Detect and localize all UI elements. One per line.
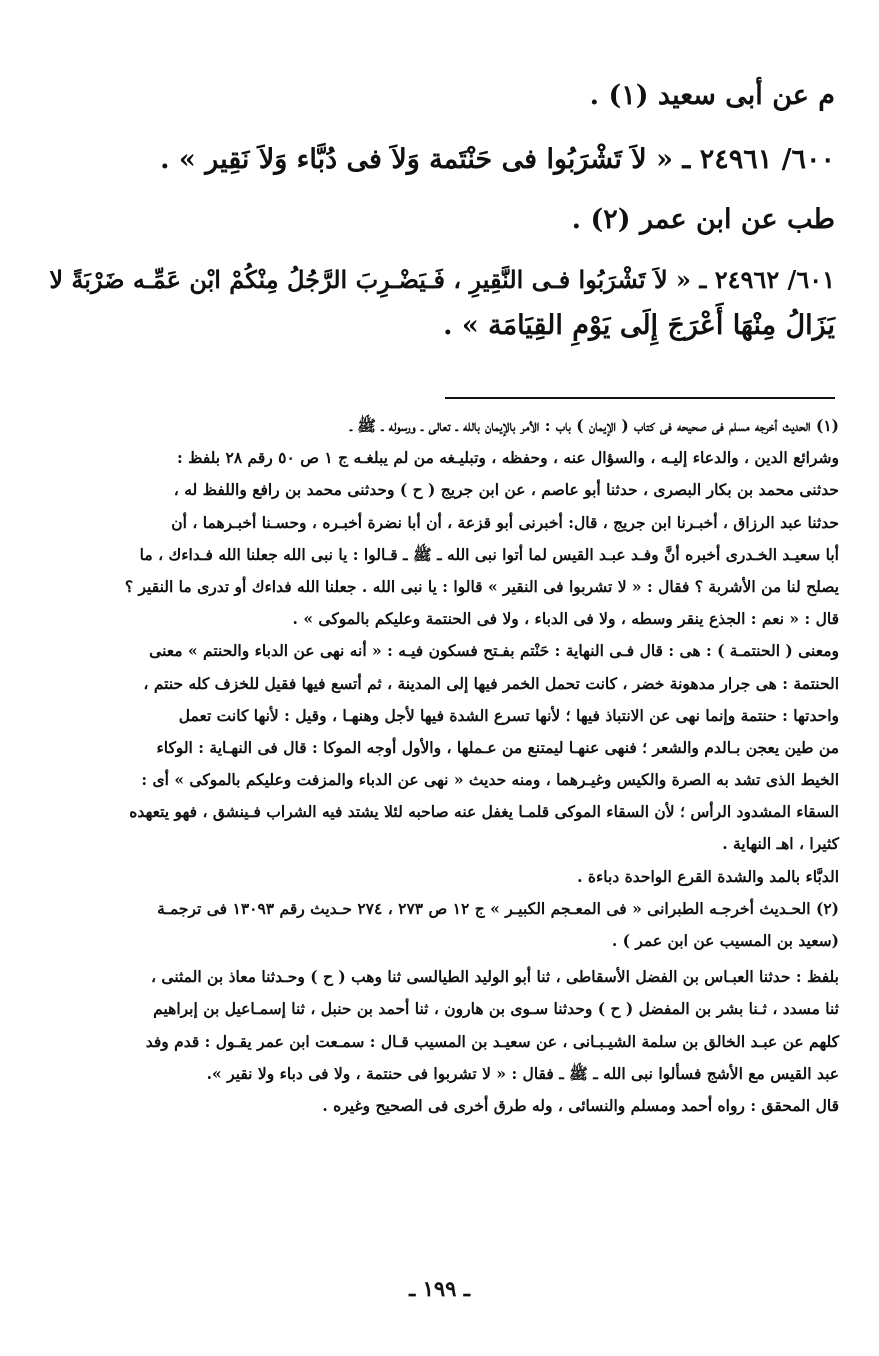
footnote-line: (سعيد بن المسيب عن ابن عمر ) . xyxy=(611,931,839,950)
footnote-line: يصلح لنا من الأشربة ؟ فقال : « لا تشربوا فى النقير » قالوا : يا نبى الله . جعلنا الله فداءك أو تدرى ما النقير ؟ xyxy=(124,576,839,596)
footnote-line: أبا سعيـد الخـدرى أخبره أنَّ وفـد عبـد القيس لما أتوا نبى الله ـ ﷺ ـ قـالوا : يا نبى الله جعلنا الله فـداءك ، ما xyxy=(139,544,839,564)
footnote-line: ثنا مسدد ، ثـنا بشر بن المفضل ( ح ) وحدثنا سـوى بن هارون ، ثنا أحمد بن حنبل ، ثنا إسمـاعيل بن إبراهيم xyxy=(153,999,839,1019)
hadith-600: ٦٠٠/ ٢٤٩٦١ ـ « لاَ تَشْرَبُوا فى حَنْتَمة وَلاَ فى دُبَّاء وَلاَ نَقِير » . xyxy=(160,144,835,175)
hadith-601-line-1: ٦٠١/ ٢٤٩٦٢ ـ « لاَ تَشْرَبُوا فـى النَّقِيرِ ، فَـيَضْـرِبَ الرَّجُلُ مِنْكُمْ ابْن عَمِّـه ضَرْبَةً لا xyxy=(49,265,835,294)
hadith-601-line-2: يَزَالُ مِنْهَا أَعْرَجَ إِلَى يَوْمِ القِيَامَة » . xyxy=(443,310,835,341)
footnote-line: واحدتها : حنتمة وإنما نهى عن الانتباذ فيها ؛ لأنها تسرع الشدة فيها لأجل وهنهـا ، وقيل : لأنها كانت تعمل xyxy=(178,705,839,725)
footnote-line: السقاء المشدود الرأس ؛ لأن السقاء الموكى قلمـا يغفل عنه صاحبه لئلا يشتد فيه الشراب فـينشق ، فهو يتعهده xyxy=(129,802,839,822)
footnote-line: حدثنى محمد بن بكار البصرى ، حدثنا أبو عاصم ، عن ابن جريج ( ح ) وحدثنى محمد بن رافع واللفظ له ، xyxy=(173,480,839,500)
footnote-line: (٢) الحـديث أخرجـه الطبرانى « فى المعـجم الكبيـر » ج ١٢ ص ٢٧٣ ، ٢٧٤ حـديث رقم ١٣٠٩٣ فى ترجمـة xyxy=(157,898,839,918)
footnotes xyxy=(39,410,839,1122)
page-number: ـ ١٩٩ ـ xyxy=(409,1276,470,1301)
footnote-line: قال المحقق : رواه أحمد ومسلم والنسائى ، وله طرق أخرى فى الصحيح وغيره . xyxy=(322,1095,839,1115)
footnote-line: كلهم عن عبـد الخالق بن سلمة الشيـبـانى ، عن سعيـد بن المسيب قـال : سمـعت ابن عمر يقـول : قدم وفد xyxy=(145,1031,839,1051)
footnote-line: من طين يعجن بـالدم والشعر ؛ فنهى عنهـا ليمتنع من عـملها ، والأول أوجه الموكا : قال فى النهـاية : الوكاء xyxy=(156,737,839,757)
footnote-line: قال : « نعم : الجذع ينقر وسطه ، ولا فى الدباء ، ولا فى الحنتمة وعليكم بالموكى » . xyxy=(292,609,839,629)
footnote-2 xyxy=(39,893,839,1122)
footnote-line: الخيط الذى تشد به الصرة والكيس وغيـرهما ، ومنه حديث « نهى عن الدباء والمزفت وعليكم بالموكى » أى : xyxy=(141,770,839,790)
hadith-main-text xyxy=(35,74,835,348)
footnote-line: كثيرا ، اهـ النهاية . xyxy=(722,834,839,854)
footnote-line: (١) الحديث أخرجه مسلم فى صحيحه فى كتاب ( الإيمان ) باب : الأمر بالإيمان بالله ـ تعالى ـ ورسوله ـ ﷺ ـ xyxy=(349,416,839,435)
source-line-ibn-umar: طب عن ابن عمر (٢) . xyxy=(571,204,835,235)
footnote-line: الدبَّاء بالمد والشدة القرع الواحدة دباءة . xyxy=(577,866,839,886)
footnote-line: الحنتمة : هى جرار مدهونة خضر ، كانت تحمل الخمر فيها إلى المدينة ، ثم أتسع فيها فقيل للخزف كله حنتم ، xyxy=(143,673,839,693)
source-line-abu-said: م عن أبى سعيد (١) . xyxy=(589,80,835,111)
footnote-line: بلفظ : حدثنا العبـاس بن الفضل الأسقاطى ، ثنا أبو الوليد الطيالسى ثنا وهب ( ح ) وحـدثنا معاذ بن المثنى ، xyxy=(151,967,839,987)
footnote-line: حدثنا عبد الرزاق ، أخبـرنا ابن جريج ، قال: أخبرنى أبو قزعة ، أن أبا نضرة أخبـره ، وحسـنا أخبـرهما ، أن xyxy=(171,512,839,532)
footnote-line: ومعنى ( الحنتمـة ) : هى : قال فـى النهاية : حَنْتم بفـتح فسكون فيـه : « أنه نهى عن الدباء والحنتم » معنى xyxy=(149,641,839,661)
footnote-divider xyxy=(445,397,835,399)
footnote-line: وشرائع الدين ، والدعاء إليـه ، والسؤال عنه ، وحفظه ، وتبليـغه من لم يبلغـه ج ١ ص ٥٠ رقم ٢٨ بلفظ : xyxy=(176,448,839,468)
footnote-1 xyxy=(39,410,839,893)
footnote-line: عبد القيس مع الأشج فسألوا نبى الله ـ ﷺ ـ فقال : « لا تشربوا فى حنتمة ، ولا فى دباء ولا نقير ». xyxy=(206,1063,839,1083)
